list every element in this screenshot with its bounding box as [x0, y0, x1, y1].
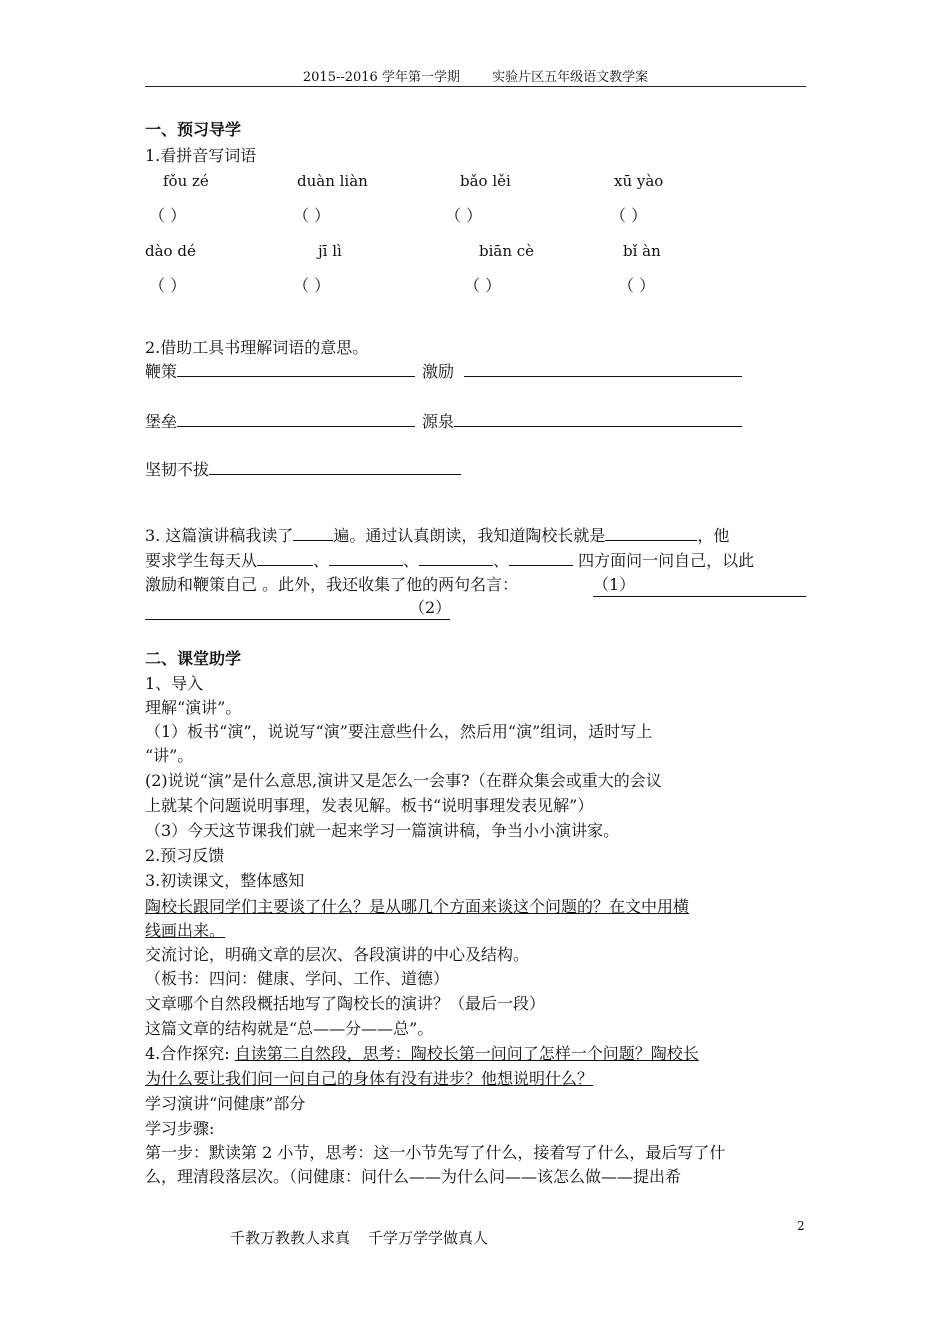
q1-label: 1.看拼音写词语	[145, 146, 257, 165]
text-line: （3）今天这节课我们就一起来学习一篇演讲稿，争当小小演讲家。	[145, 821, 620, 840]
pinyin-daode: dào dé	[145, 242, 196, 260]
pinyin-jili: jī lì	[318, 242, 342, 260]
text-line: 理解“演讲”。	[145, 698, 242, 717]
word-bianze: 鞭策	[145, 360, 415, 383]
pinyin-bionce: biān cè	[479, 242, 535, 260]
word-jili: 激励	[422, 360, 742, 383]
word-jianrenbuba: 坚韧不拔	[145, 458, 461, 481]
answer-paren[interactable]: （ ）	[445, 206, 483, 225]
text-line: 4.合作探究: 自读第二自然段，思考：陶校长第一问问了怎样一个问题？陶校长	[145, 1044, 699, 1063]
pinyin-baolei: bǎo lěi	[460, 172, 511, 190]
answer-blank[interactable]	[464, 360, 742, 377]
section2-heading: 二、课堂助学	[145, 649, 242, 668]
page-number: 2	[797, 1219, 805, 1233]
answer-blank[interactable]	[329, 549, 403, 566]
quote2-blank[interactable]: （2）	[145, 597, 450, 620]
word-yuanquan: 源泉	[422, 410, 742, 433]
quote1-blank[interactable]: （1）	[593, 574, 806, 597]
answer-paren[interactable]: （ ）	[618, 276, 656, 295]
footer-motto: 千教万教教人求真 千学万学学做真人	[230, 1229, 489, 1247]
section1-heading: 一、预习导学	[145, 120, 242, 139]
answer-paren[interactable]: （ ）	[149, 276, 187, 295]
text-line: 第一步：默读第 2 小节，思考：这一小节先写了什么，接着写了什么，最后写了什	[145, 1143, 726, 1162]
q3-line3: 激励和鞭策自己 。此外，我还收集了他的两句名言：	[145, 575, 519, 594]
answer-blank[interactable]	[209, 458, 461, 475]
text-line: （1）板书“演”，说说写“演”要注意些什么，然后用“演”组词，适时写上	[145, 722, 653, 741]
text-line: 3.初读课文，整体感知	[145, 871, 305, 890]
underlined-question: 为什么要让我们问一问自己的身体有没有进步？他想说明什么？	[145, 1069, 594, 1088]
answer-paren[interactable]: （ ）	[293, 206, 331, 225]
answer-blank[interactable]	[454, 410, 742, 427]
header-title: 实验片区五年级语文教学案	[492, 70, 649, 85]
underlined-question: 陶校长跟同学们主要谈了什么？是从哪几个方面来谈这个问题的？在文中用横	[145, 897, 690, 916]
answer-blank[interactable]	[177, 360, 415, 377]
answer-blank[interactable]	[605, 524, 697, 541]
text-line: 1、导入	[145, 674, 204, 693]
word-baolei: 堡垒	[145, 410, 415, 433]
answer-blank[interactable]	[509, 549, 573, 566]
answer-blank[interactable]	[257, 549, 313, 566]
text-line: 么，理清段落层次。（问健康：问什么——为什么问——该怎么做——提出希	[145, 1167, 682, 1186]
text-line: “讲”。	[145, 746, 194, 765]
answer-blank[interactable]	[419, 549, 493, 566]
text-line: 学习演讲“问健康”部分	[145, 1094, 306, 1113]
text-line: 上就某个问题说明事理，发表见解。板书“说明事理发表见解”）	[145, 796, 594, 815]
q2-label: 2.借助工具书理解词语的意思。	[145, 338, 369, 357]
header-term: 2015--2016 学年第一学期	[302, 70, 460, 85]
q3-line1: 3. 这篇演讲稿我读了 遍。通过认真朗读，我知道陶校长就是 ，他	[145, 526, 730, 545]
text-line: (2)说说“演”是什么意思,演讲又是怎么一会事?（在群众集会或重大的会议	[145, 771, 662, 790]
pinyin-xuyao: xū yào	[614, 172, 664, 190]
text-line: （板书：四问：健康、学问、工作、道德）	[145, 969, 450, 988]
text-line: 2.预习反馈	[145, 846, 225, 865]
pinyin-bian: bǐ àn	[623, 242, 661, 260]
page-header	[145, 66, 806, 87]
answer-blank[interactable]	[177, 410, 415, 427]
q3-line2: 要求学生每天从 、 、 、 四方面问一问自己，以此	[145, 551, 755, 570]
answer-paren[interactable]: （ ）	[293, 276, 331, 295]
answer-paren[interactable]: （ ）	[149, 206, 187, 225]
text-line: 交流讨论，明确文章的层次、各段演讲的中心及结构。	[145, 945, 530, 964]
pinyin-foze: fǒu zé	[163, 172, 209, 190]
text-line: 文章哪个自然段概括地写了陶校长的演讲？（最后一段）	[145, 994, 546, 1013]
answer-paren[interactable]: （ ）	[610, 206, 648, 225]
answer-blank[interactable]	[293, 524, 333, 541]
text-line: 这篇文章的结构就是“总——分——总”。	[145, 1019, 434, 1038]
pinyin-duanlian: duàn liàn	[297, 172, 368, 190]
underlined-question: 线画出来。	[145, 921, 226, 940]
answer-paren[interactable]: （ ）	[464, 276, 502, 295]
text-line: 学习步骤:	[145, 1119, 215, 1138]
